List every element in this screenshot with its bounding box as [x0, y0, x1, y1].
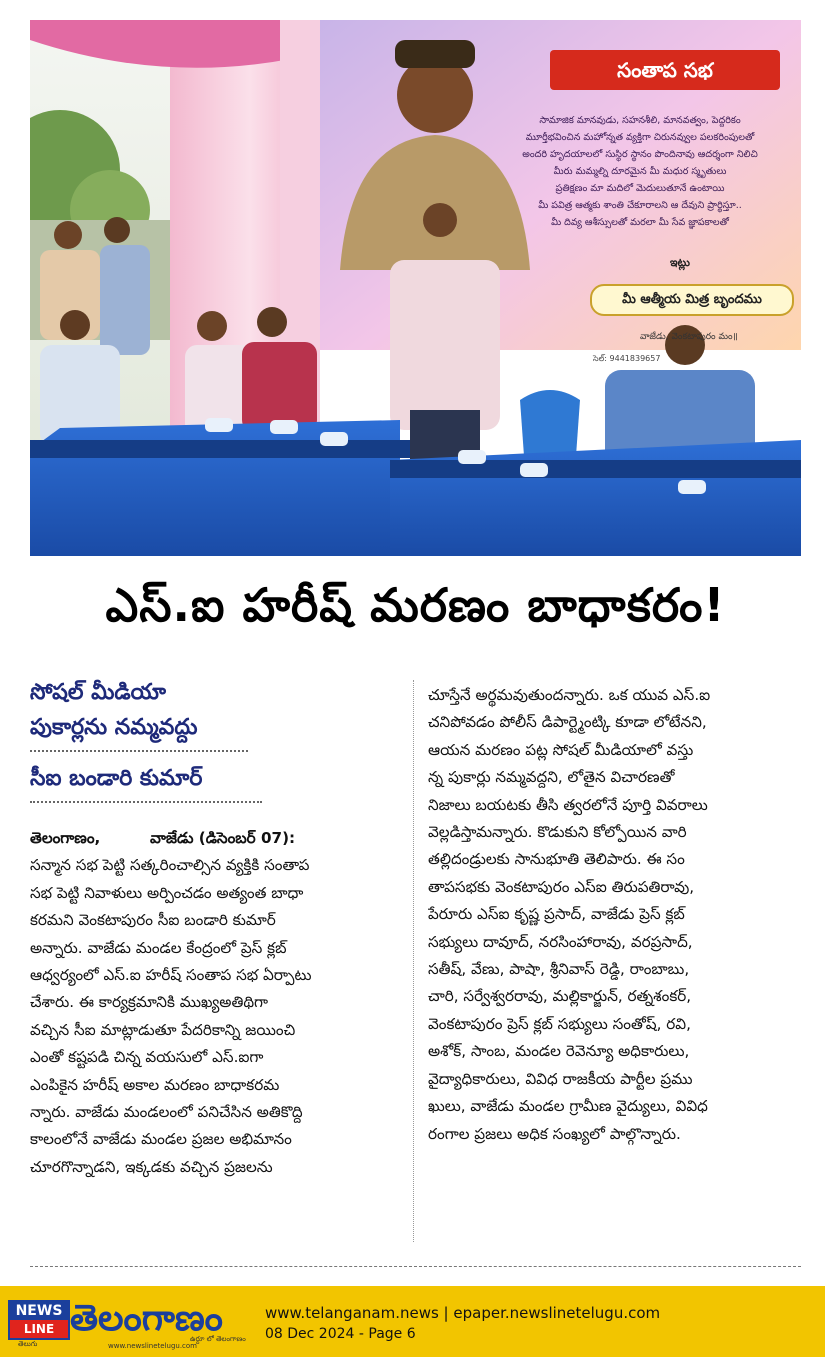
body-line: అన్నారు. వాజేడు మండల కేంద్రంలో ప్రెస్ క్లబ్: [30, 938, 287, 957]
logo-url: www.newslinetelugu.com: [108, 1342, 197, 1350]
banner-line: అందరి హృదయాలలో సుస్థిర స్థానం పొందినావు ఆదర్శంగా నిలిచి: [522, 149, 758, 160]
divider: [30, 801, 262, 803]
body-line: ఖులు, వాజేడు మండల గ్రామీణ వైద్యులు, వివిధ: [428, 1097, 708, 1116]
dateline-place: తెలంగాణం,: [30, 829, 101, 847]
body-line: ఎంపికైన హరీష్ అకాల మరణం బాధాకరమ: [30, 1075, 280, 1094]
telanganam-logo[interactable]: తెలంగాణం: [70, 1298, 223, 1339]
telanganam-logo-tagline: ఉర్దూ లో తెలంగాణం: [190, 1335, 246, 1343]
banner-line: మూర్తీభవించిన మహోన్నత వ్యక్తిగా చిరునవ్వుల పలకరింపులతో: [525, 132, 755, 143]
banner-itlu: ఇట్లు: [670, 256, 690, 269]
body-line: కాలంలోనే వాజేడు మండల ప్రజల అభిమానం: [30, 1130, 292, 1149]
body-line: చనిపోవడం పోలీస్ డిపార్ట్మెంట్కి కూడా లోటేనని,: [428, 713, 707, 732]
body-line: తల్లిదండ్రులకు సానుభూతి తెలిపారు. ఈ సం: [428, 850, 685, 869]
body-line: వెంకటాపురం ప్రెస్ క్లబ్ సభ్యులు సంతోష్, రవి,: [428, 1014, 691, 1033]
dateline: [30, 825, 402, 852]
banner-phone: సెల్: 9441839657: [593, 354, 661, 363]
body-line: ఆధ్వర్యంలో ఎస్.ఐ హరీష్ సంతాప సభ ఏర్పాటు: [30, 966, 312, 985]
news-photo: [30, 20, 801, 556]
page-footer: [0, 1286, 825, 1357]
banner-line: సామాజిక మానవుడు, సహనశీలి, మానవత్వం, పెద్దరికం: [539, 115, 741, 126]
subhead-line-2: పుకార్లను నమ్మవద్దు: [30, 715, 198, 740]
body-line: సతీష్, వేణు, పాషా, శ్రీనివాస్ రెడ్డి, రాంబాబు,: [428, 960, 690, 979]
newsline-logo-top: NEWS: [10, 1302, 68, 1320]
footer-date-page: 08 Dec 2024 - Page 6: [265, 1326, 416, 1342]
body-line: ఎంతో కష్టపడి చిన్న వయసులో ఎస్.ఐగా: [30, 1048, 264, 1067]
body-line: సభ పెట్టి నివాళులు అర్పించడం అత్యంత బాధా: [30, 883, 304, 902]
body-line: రంగాల ప్రజలు అధిక సంఖ్యలో పాల్గొన్నారు.: [428, 1124, 681, 1143]
newsline-logo-caption: తెలుగు: [18, 1340, 38, 1348]
footer-links[interactable]: www.telanganam.news | epaper.newslinetelugu.com: [265, 1304, 661, 1322]
banner-line: ప్రతిక్షణం మా మదిలో మెదులుతూనే ఉంటాయి: [555, 183, 725, 194]
body-line: తాపసభకు వెంకటాపురం ఎస్ఐ తిరుపతిరావు,: [428, 877, 695, 896]
body-line: చూస్తేనే అర్థమవుతుందన్నారు. ఒక యువ ఎస్.ఐ: [428, 686, 711, 704]
headline: ఎస్.ఐ హరీష్ మరణం బాధాకరం!: [105, 578, 726, 632]
body-line: వచ్చిన సీఐ మాట్లాడుతూ పేదరికాన్ని జయించి: [30, 1020, 296, 1039]
body-line: చారి, సర్వేశ్వరరావు, మల్లికార్జున్, రత్నశంకర్,: [428, 987, 692, 1006]
body-line: నిజాలు బయటకు తీసి త్వరలోనే పూర్తి వివరాలు: [428, 795, 708, 814]
body-line: అశోక్, సాంబ, మండల రెవెన్యూ అధికారులు,: [428, 1042, 690, 1061]
body-line: చేశారు. ఈ కార్యక్రమానికి ముఖ్యఅతిథిగా: [30, 993, 269, 1012]
banner-line: మీ పవిత్ర ఆత్మకు శాంతి చేకూరాలని ఆ దేవుని ప్రార్థిస్తూ..: [538, 200, 742, 211]
banner-signature: మీ ఆత్మీయ మిత్ర బృందము: [590, 284, 794, 316]
subhead-byline: సీఐ బండారి కుమార్: [30, 766, 203, 791]
body-line: సన్మాన సభ పెట్టి సత్కరించాల్సిన వ్యక్తికి సంతాప: [30, 856, 310, 875]
banner-line: మీ దివ్య ఆశీస్సులతో మరలా మీ సేవ జ్ఞాపకాలతో: [551, 217, 729, 228]
body-line: వైద్యాధికారులు, వివిధ రాజకీయ పార్టీల ప్రము: [428, 1069, 693, 1088]
footer-separator: [30, 1266, 801, 1267]
newsline-logo[interactable]: [8, 1300, 70, 1340]
banner-line: మీరు మమ్మల్ని దూరమైన మీ మధుర స్మృతులు: [553, 166, 727, 177]
subhead-line-1: సోషల్ మీడియా: [30, 680, 167, 705]
body-line: పేరూరు ఎస్ఐ కృష్ణ ప్రసాద్, వాజేడు ప్రెస్ క్లబ్: [428, 905, 685, 924]
article-column-left: [30, 825, 402, 1181]
body-line: వెల్లడిస్తామన్నారు. కొడుకుని కోల్పోయిన వారి: [428, 823, 687, 842]
column-divider: [413, 680, 414, 1242]
banner-text: [500, 112, 780, 231]
article-column-right: [428, 682, 800, 1148]
body-line: సభ్యులు దావూద్, నరసింహారావు, వరప్రసాద్,: [428, 932, 693, 951]
banner-place: వాజేడు, వెంకటాపురం మం॥: [640, 332, 738, 342]
newsline-logo-bottom: LINE: [10, 1320, 68, 1338]
body-line: చూరగొన్నాడని, ఇక్కడకు వచ్చిన ప్రజలను: [30, 1157, 273, 1176]
body-line: న్న పుకార్లు నమ్మవద్దని, లోతైన విచారణతో: [428, 768, 675, 787]
divider: [30, 750, 248, 752]
body-line: కరమని వెంకటాపురం సీఐ బండారి కుమార్: [30, 911, 276, 930]
body-line: ఆయన మరణం పట్ల సోషల్ మీడియాలో వస్తు: [428, 740, 694, 759]
body-line: న్నారు. వాజేడు మండలంలో పనిచేసిన అతికొద్ది: [30, 1103, 303, 1122]
dateline-detail: వాజేడు (డిసెంబర్ 07):: [149, 829, 296, 847]
banner-title: సంతాప సభ: [550, 50, 780, 90]
